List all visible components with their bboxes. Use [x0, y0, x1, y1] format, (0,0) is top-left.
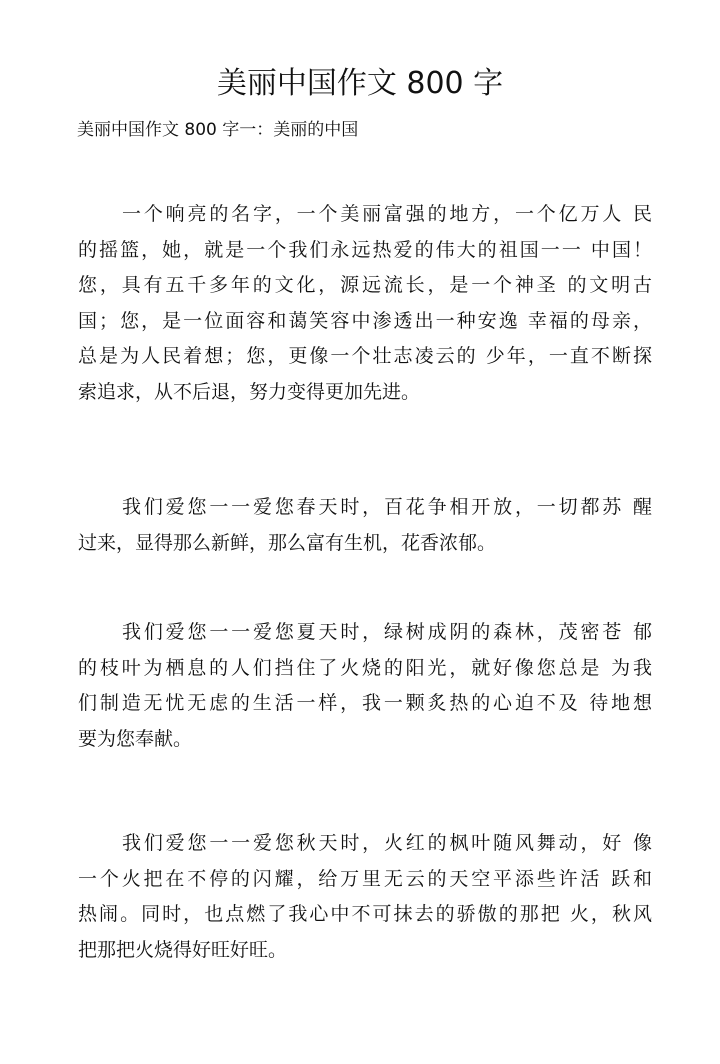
paragraph-line: 的枝叶为栖息的人们挡住了火烧的阳光，就好像您总是 为我 [78, 656, 652, 679]
paragraph-line: 国；您，是一位面容和蔼笑容中渗透出一种安逸 幸福的母亲， [78, 309, 652, 332]
paragraph-4 [78, 826, 652, 968]
paragraph-line: 总是为人民着想；您，更像一个壮志凌云的 少年，一直不断探 [78, 345, 652, 367]
document-title: 美丽中国作文 800 字 [216, 66, 504, 101]
paragraph-line: 要为您奉献。 [78, 727, 193, 750]
paragraph-line: 热闹。同时，也点燃了我心中不可抹去的骄傲的那把 火，秋风 [78, 903, 652, 925]
paragraph-3 [78, 615, 652, 757]
paragraph-line: 我们爱您一一爱您夏天时，绿树成阴的森林，茂密苍 郁 [122, 621, 652, 643]
document-subtitle: 美丽中国作文 800 字一：美丽的中国 [77, 120, 359, 140]
paragraph-line: 们制造无忧无虑的生活一样，我一颗炙热的心迫不及 待地想 [78, 692, 652, 714]
paragraph-line: 一个火把在不停的闪耀，给万里无云的天空平添些许活 跃和 [78, 867, 652, 890]
paragraph-line: 我们爱您一一爱您秋天时，火红的枫叶随风舞动，好 像 [122, 832, 652, 854]
paragraph-line: 把那把火烧得好旺好旺。 [78, 938, 288, 961]
paragraph-line: 我们爱您一一爱您春天时，百花争相开放，一切都苏 醒 [122, 496, 652, 518]
paragraph-line: 您，具有五千多年的文化，源远流长，是一个神圣 的文明古 [78, 274, 652, 296]
paragraph-1 [78, 197, 652, 410]
paragraph-2 [78, 490, 652, 561]
paragraph-line: 的摇篮，她，就是一个我们永远热爱的伟大的祖国一一 中国！ [78, 238, 652, 261]
paragraph-line: 过来，显得那么新鲜，那么富有生机，花香浓郁。 [78, 531, 497, 554]
paragraph-line: 一个响亮的名字，一个美丽富强的地方，一个亿万人 民 [122, 203, 652, 225]
paragraph-line: 索追求，从不后退，努力变得更加先进。 [78, 380, 421, 403]
